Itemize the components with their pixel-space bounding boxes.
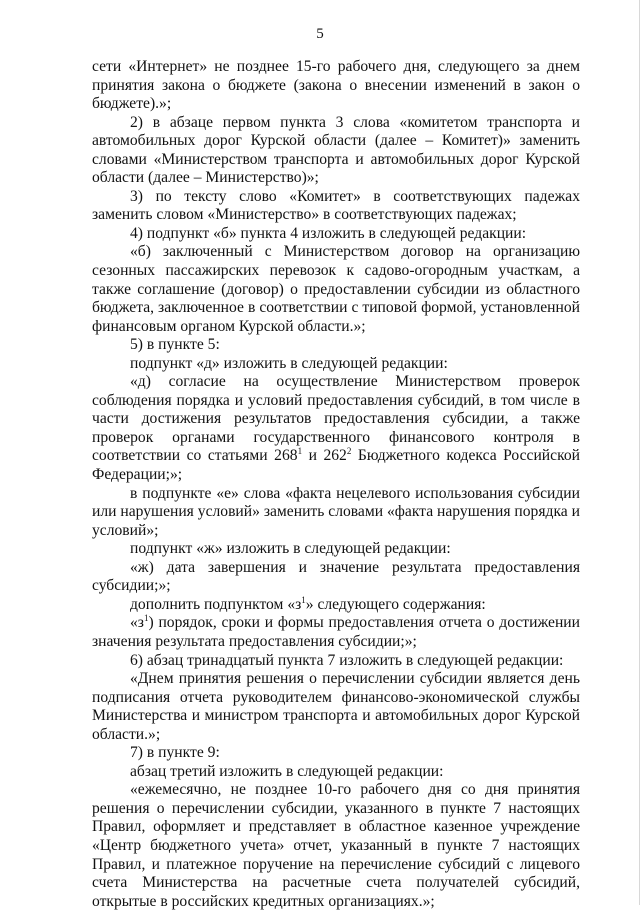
paragraph xyxy=(92,596,580,615)
paragraph: в подпункте «е» слова «факта нецелевого использования субсидии или нарушения условий» заменить словами «факта нарушения порядка и условий»; xyxy=(92,484,580,539)
paragraph-text: «з xyxy=(130,614,144,632)
paragraph: 5) в пункте 5: xyxy=(130,336,220,354)
page-number: 5 xyxy=(316,26,324,42)
paragraph: «б) заключенный с Министерством договор на организацию сезонных пассажирских перевозок к садово-огородным участкам, а также соглашение (договор) о предоставлении субсидии из областного бюджета, заключенное в соответствии с типовой формой, установленной финансовым органом Курской области.»; xyxy=(92,243,580,335)
paragraph: подпункт «д» изложить в следующей редакции: xyxy=(130,354,448,372)
paragraph-text: Бюджетного кодекса Российской Федерации;»; xyxy=(92,447,580,484)
paragraph: подпункт «ж» изложить в следующей редакции: xyxy=(130,540,451,558)
superscript: 1 xyxy=(301,594,306,605)
paragraph: «Днем принятия решения о перечислении субсидии является день подписания отчета руководителем финансово-экономической службы Министерства и министром транспорта и автомобильных дорог Курской области.»; xyxy=(92,670,580,743)
paragraph: «ж) дата завершения и значение результата предоставления субсидии;»; xyxy=(92,558,580,595)
paragraph-text: ) порядок, сроки и формы предоставления отчета о достижении значения результата предоставления субсидии;»; xyxy=(92,614,580,650)
paragraph xyxy=(92,373,580,484)
superscript: 1 xyxy=(297,446,303,457)
superscript: 1 xyxy=(143,613,149,624)
paragraph: 6) абзац тринадцатый пункта 7 изложить в следующей редакции: xyxy=(130,651,564,669)
superscript: 2 xyxy=(346,446,352,457)
paragraph-text: «д) согласие на осуществление Министерством проверок соблюдения порядка и условий предоставления субсидий, в том числе в части достижения результатов предоставления субсидии, а также проверок органами государственного финансового контроля в соответствии со статьями 268 xyxy=(92,373,580,465)
paragraph: абзац третий изложить в следующей редакции: xyxy=(130,762,444,780)
paragraph: 4) подпункт «б» пункта 4 изложить в следующей редакции: xyxy=(130,224,527,242)
paragraph-text: » следующего содержания: xyxy=(305,595,486,613)
paragraph xyxy=(92,614,580,651)
paragraph: 2) в абзаце первом пункта 3 слова «комитетом транспорта и автомобильных дорог Курской области (далее – Комитет)» заменить словами «Министерством транспорта и автомобильных дорог Курской области (далее – Министерство)»; xyxy=(92,113,580,187)
paragraph: «ежемесячно, не позднее 10-го рабочего дня со дня принятия решения о перечислении субсидии, указанного в пункте 7 настоящих Правил, оформляет и представляет в областное казенное учреждение «Центр бюджетного учета» отчет, указанный в пункте 7 настоящих Правил, и платежное поручение на перечисление субсидий с лицевого счета Министерства на расчетные счета получателей субсидий, открытые в российских кредитных организациях.»; xyxy=(92,781,580,910)
paragraph: 3) по тексту слово «Комитет» в соответствующих падежах заменить словом «Министерство» в соответствующих падежах; xyxy=(92,187,580,224)
paragraph-text: дополнить подпунктом «з xyxy=(130,595,302,613)
paragraph: 7) в пункте 9: xyxy=(130,744,220,762)
paragraph-text: и 262 xyxy=(302,447,347,465)
paragraph: сети «Интернет» не позднее 15-го рабочего дня, следующего за днем принятия закона о бюджете (закона о внесении изменений в закон о бюджете).»; xyxy=(92,58,580,113)
document-body xyxy=(92,58,580,911)
